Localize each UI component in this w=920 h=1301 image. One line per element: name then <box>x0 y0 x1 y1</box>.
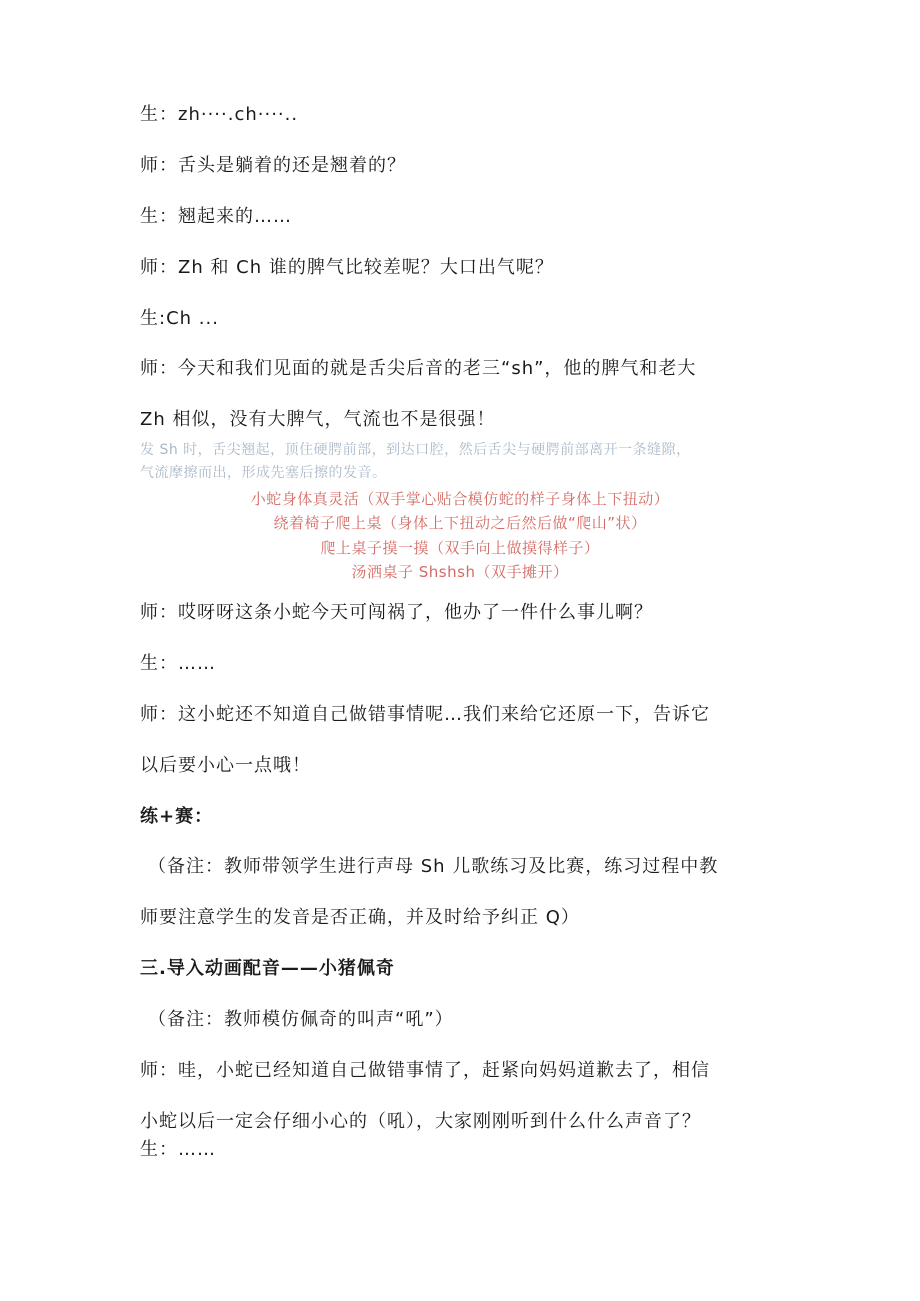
dialogue-line: Zh 相似，没有大脾气，气流也不是很强！ <box>140 409 496 430</box>
dialogue-line: 师：Zh 和 Ch 谁的脾气比较差呢？大口出气呢？ <box>140 257 554 278</box>
dialogue-line: 师：舌头是躺着的还是翘着的？ <box>140 155 406 176</box>
dialogue-line: 小蛇以后一定会仔细小心的（吼），大家刚刚听到什么什么声音了？ <box>140 1111 701 1132</box>
pronunciation-note: 发 Sh 时，舌尖翘起，顶住硬腭前部，到达口腔，然后舌尖与硬腭前部离开一条缝隙， <box>140 442 691 458</box>
rhyme-verse: 绕着椅子爬上桌（身体上下扭动之后然后做“爬山”状） <box>273 514 647 532</box>
section-label: 练+赛： <box>140 806 214 827</box>
dialogue-line: 生:Ch ... <box>140 308 219 329</box>
remark-line: 师要注意学生的发音是否正确，并及时给予纠正 Q） <box>140 907 580 928</box>
pronunciation-note: 气流摩擦而出，形成先塞后擦的发音。 <box>140 465 387 481</box>
dialogue-line: 生：…… <box>140 653 216 674</box>
remark-line: （备注：教师模仿佩奇的叫声“吼”） <box>148 1009 454 1030</box>
dialogue-line: 生：zh····.ch····.. <box>140 104 299 125</box>
dialogue-line: 师：哎呀呀这条小蛇今天可闯祸了，他办了一件什么事儿啊？ <box>140 602 653 623</box>
dialogue-line: 师：这小蛇还不知道自己做错事情呢…我们来给它还原一下，告诉它 <box>140 704 710 725</box>
rhyme-verse: 汤洒桌子 Shshsh（双手摊开） <box>351 563 569 581</box>
remark-line: （备注：教师带领学生进行声母 Sh 儿歌练习及比赛，练习过程中教 <box>148 856 719 877</box>
section-heading: 三.导入动画配音——小猪佩奇 <box>140 958 395 979</box>
dialogue-line: 师：今天和我们见面的就是舌尖后音的老三“sh”，他的脾气和老大 <box>140 358 697 379</box>
dialogue-line: 师：哇，小蛇已经知道自己做错事情了，赶紧向妈妈道歉去了，相信 <box>140 1060 710 1081</box>
dialogue-line: 以后要小心一点哦！ <box>140 755 311 776</box>
rhyme-verse: 小蛇身体真灵活（双手掌心贴合模仿蛇的样子身体上下扭动） <box>250 490 670 508</box>
dialogue-line: 生：…… <box>140 1139 216 1160</box>
dialogue-line: 生：翘起来的…… <box>140 206 292 227</box>
rhyme-verse: 爬上桌子摸一摸（双手向上做摸得样子） <box>320 539 600 557</box>
